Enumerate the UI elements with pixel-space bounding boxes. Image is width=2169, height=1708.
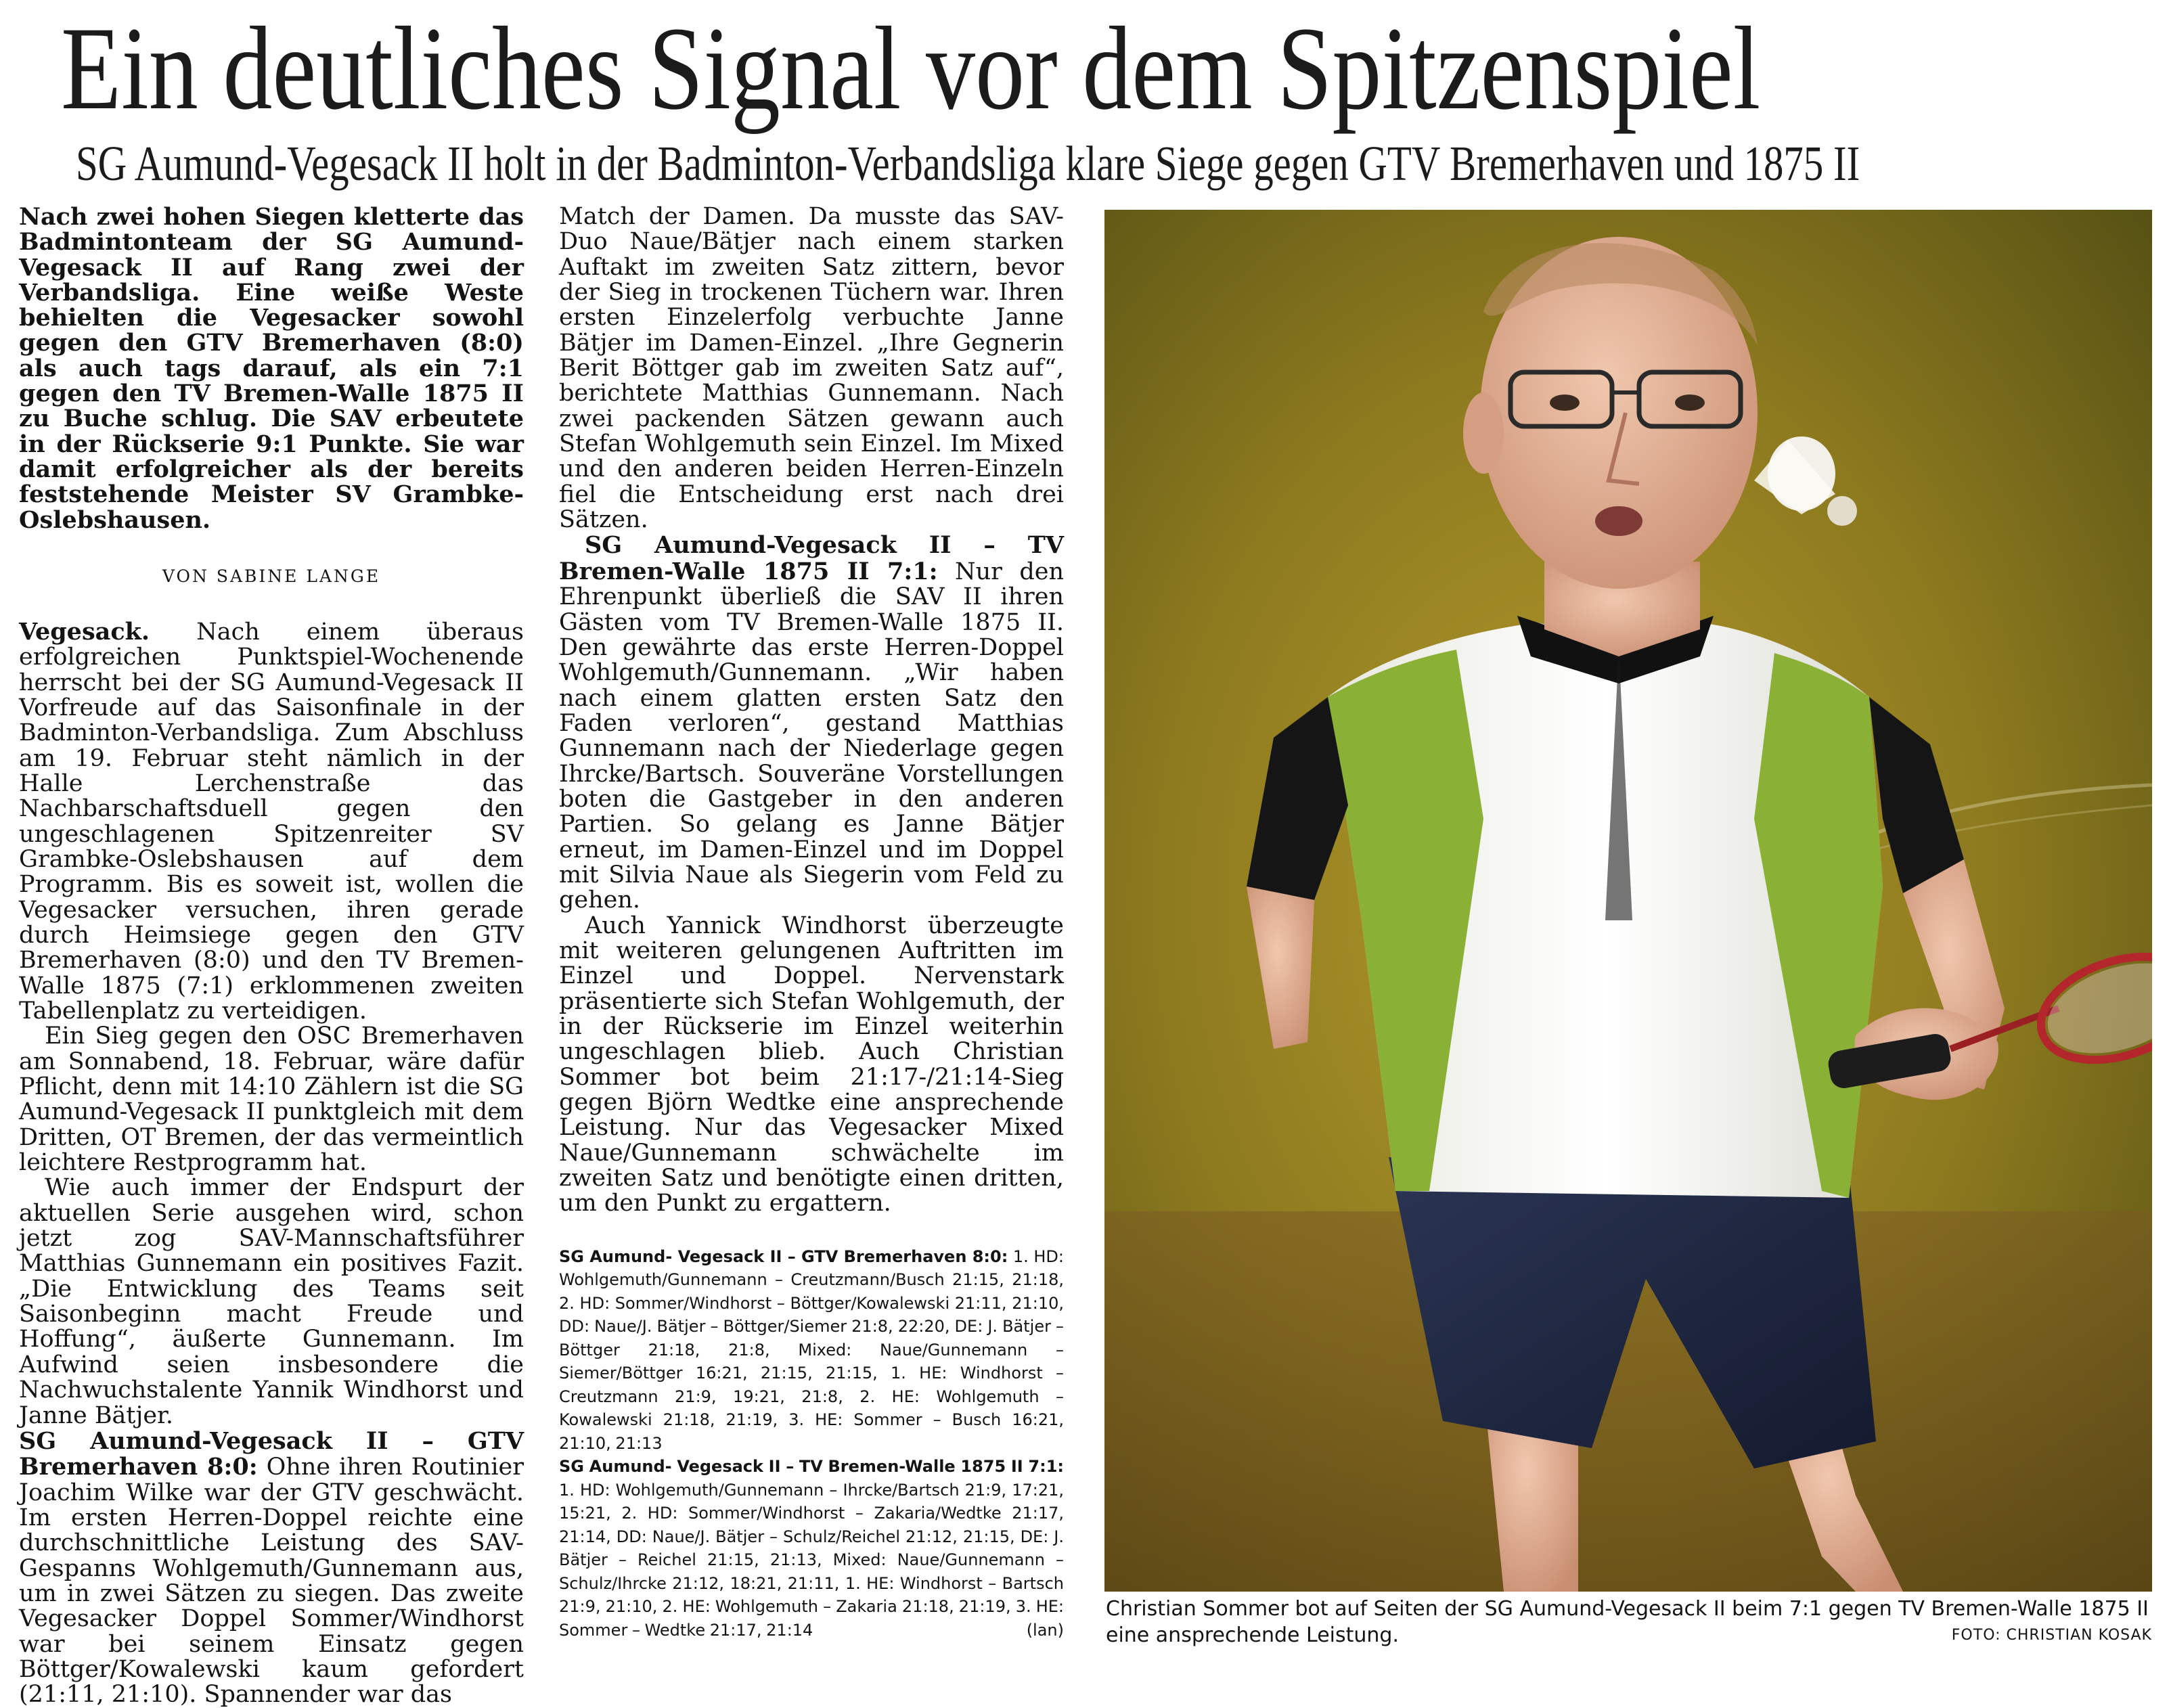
- body-paragraph: Wie auch immer der Endspurt der aktuellen Serie ausgehen wird, schon jetzt zog SAV-Mannschaftsführer Matthias Gunnemann ein positives Fazit. „Die Entwicklung des Teams seit Saisonbeginn macht Freude und Hoffung“, äußerte Gunnemann. Im Aufwind seien insbesondere die Nachwuchstalente Yannik Windhorst und Janne Bätjer.: [19, 1174, 524, 1429]
- article-column-1: [19, 204, 524, 1708]
- body-paragraph: Auch Yannick Windhorst überzeugte mit weiteren gelungenen Auftritten im Einzel und Doppel. Nervenstark präsentierte sich Stefan Wohlgemuth, der in der Rückserie im Einzel weiterhin ungeschlagen blieb. Auch Christian Sommer bot beim 21:17-/21:14-Sieg gegen Björn Wedtke eine ansprechende Leistung. Nur das Vegesacker Mixed Naue/Gunnemann schwächelte im zweiten Satz und benötigte einen dritten, um den Punkt zu ergattern.: [559, 912, 1064, 1217]
- section-heading: SG Aumund-Vegesack II – TV Bremen-Walle 1875 II 7:1:: [559, 531, 1064, 585]
- result-entry: [559, 1245, 1064, 1456]
- article-column-2: [559, 204, 1064, 1642]
- body-text: Nur den Ehrenpunkt überließ die SAV II ihren Gästen vom TV Bremen-Walle 1875 II. Den gewährte das erste Herren-Doppel Wohlgemuth/Gunnemann. „Wir haben nach einem glatten ersten Satz den Faden verloren“, gestand Matthias Gunnemann nach der Niederlage gegen Ihrcke/Bartsch. Souveräne Vorstellungen boten die Gastgeber in den anderen Partien. So gelang es Janne Bätjer erneut, im Damen-Einzel und im Doppel mit Silvia Naue als Siegerin vom Feld zu gehen.: [559, 558, 1064, 914]
- result-entry: [559, 1455, 1064, 1642]
- section-heading: SG Aumund-Vegesack II – GTV Bremerhaven 8:0:: [19, 1426, 524, 1481]
- photo-caption: [1106, 1596, 2152, 1648]
- body-paragraph: Match der Damen. Da musste das SAV-Duo Naue/Bätjer nach einem starken Auftakt im zweiten Satz zittern, bevor der Sieg in trockenen Tüchern war. Ihren ersten Einzelerfolg verbuchte Janne Bätjer im Damen-Einzel. „Ihre Gegnerin Berit Böttger gab im zweiten Satz auf“, berichtete Matthias Gunnemann. Nach zwei packenden Sätzen gewann auch Stefan Wohlgemuth sein Einzel. Im Mixed und den anderen beiden Herren-Einzeln fiel die Entscheidung erst nach drei Sätzen.: [559, 203, 1064, 534]
- body-text: Ohne ihren Routinier Joachim Wilke war der GTV geschwächt. Im ersten Herren-Doppel reichte eine durchschnittliche Leistung des SAV-Gespanns Wohlgemuth/Gunnemann aus, um in zwei Sätzen zu siegen. Das zweite Vegesacker Doppel Sommer/Windhorst war bei seinem Einsatz gegen Böttger/Kowalewski kaum gefordert (21:11, 21:10). Spannender war das: [19, 1454, 524, 1708]
- badminton-player-photo: [1104, 210, 2152, 1592]
- results-box: [559, 1245, 1064, 1642]
- result-text: 1. HD: Wohlgemuth/Gunnemann – Creutzmann/Busch 21:15, 21:18, 2. HD: Sommer/Windhorst – Böttger/Kowalewski 21:11, 21:10, DD: Naue/J. Bätjer – Böttger/Siemer 21:8, 22:20, DE: J. Bätjer – Böttger 21:18, 21:8, Mixed: Naue/Gunnemann – Siemer/Böttger 16:21, 21:15, 21:15, 1. HE: Windhorst – Creutzmann 21:9, 19:21, 21:8, 2. HE: Wohlgemuth – Kowalewski 21:18, 21:19, 3. HE: Sommer – Busch 16:21, 21:10, 21:13: [559, 1246, 1065, 1453]
- body-text: Nach einem überaus erfolgreichen Punktspiel-Wochenende herrscht bei der SG Aumund-Vegesack II Vorfreude auf das Saisonfinale in der Badminton-Verbandsliga. Zum Abschluss am 19. Februar steht nämlich in der Halle Lerchenstraße das Nachbarschaftsduell gegen den ungeschlagenen Spitzenreiter SV Grambke-Oslebshausen auf dem Programm. Bis es soweit ist, wollen die Vegesacker versuchen, ihren gerade durch Heimsiege gegen den GTV Bremerhaven (8:0) und den TV Bremen-Walle 1875 (7:1) erklommenen zweiten Tabellenplatz zu verteidigen.: [19, 618, 524, 1025]
- byline: VON SABINE LANGE: [162, 566, 381, 586]
- body-paragraph: Ein Sieg gegen den OSC Bremerhaven am Sonnabend, 18. Februar, wäre dafür Pflicht, denn mit 14:10 Zählern ist die SG Aumund-Vegesack II punktgleich mit dem Dritten, OT Bremen, der das vermeintlich leichtere Restprogramm hat.: [19, 1022, 524, 1177]
- caption-text: Christian Sommer bot auf Seiten der SG Aumund-Vegesack II beim 7:1 gegen TV Bremen-Walle 1875 II eine ansprechende Leistung.: [1106, 1597, 2149, 1647]
- headline: Ein deutliches Signal vor dem Spitzenspiel: [61, 3, 1761, 135]
- photo: [1104, 210, 2152, 1592]
- body-paragraph: [559, 533, 1064, 913]
- subheadline: SG Aumund-Vegesack II holt in der Badminton-Verbandsliga klare Siege gegen GTV Bremerhaven und 1875 II: [76, 136, 1860, 191]
- result-heading: SG Aumund- Vegesack II – GTV Bremerhaven 8:0:: [559, 1246, 1008, 1266]
- photo-credit: FOTO: CHRISTIAN KOSAK: [1951, 1627, 2152, 1644]
- result-heading: SG Aumund- Vegesack II – TV Bremen-Walle 1875 II 7:1:: [559, 1457, 1064, 1477]
- body-paragraph: [19, 619, 524, 1025]
- author-signature: (lan): [1026, 1620, 1064, 1640]
- dateline: Vegesack.: [19, 617, 150, 646]
- result-text: 1. HD: Wohlgemuth/Gunnemann – Ihrcke/Bartsch 21:9, 17:21, 15:21, 2. HD: Sommer/Windhorst – Zakaria/Wedtke 21:17, 21:14, DD: Naue/J. Bätjer – Schulz/Reichel 21:12, 21:15, DE: J. Bätjer – Reichel 21:15, 21:13, Mixed: Naue/Gunnemann – Schulz/Ihrcke 21:12, 18:21, 21:11, 1. HE: Windhorst – Bartsch 21:9, 21:10, 2. HE: Wohlgemuth – Zakaria 21:18, 21:19, 3. HE: Sommer – Wedtke 21:17, 21:14: [559, 1480, 1064, 1640]
- body-paragraph: [19, 1426, 524, 1708]
- lead-paragraph: Nach zwei hohen Siegen kletterte das Badmintonteam der SG Aumund-Vegesack II auf Rang zwei der Verbandsliga. Eine weiße Weste behielten die Vegesacker sowohl gegen den GTV Bremerhaven (8:0) als auch tags darauf, als ein 7:1 gegen den TV Bremen-Walle 1875 II zu Buche schlug. Die SAV erbeutete in der Rückserie 9:1 Punkte. Sie war damit erfolgreicher als der bereits feststehende Meister SV Grambke-Oslebshausen.: [19, 203, 524, 534]
